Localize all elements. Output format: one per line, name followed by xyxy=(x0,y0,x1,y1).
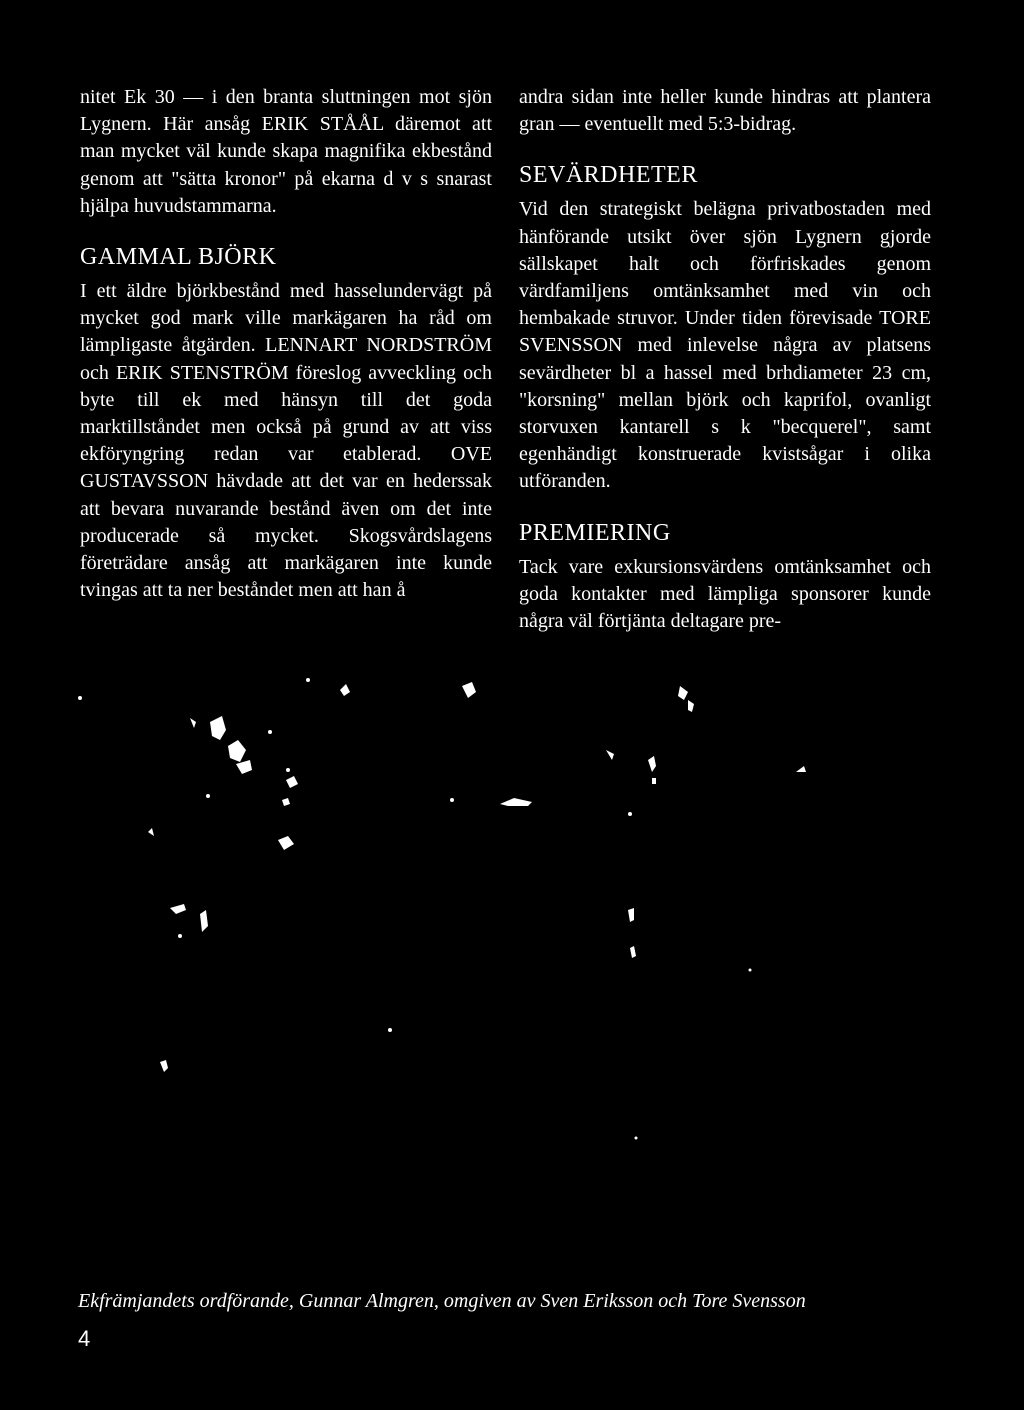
left-paragraph-2: I ett äldre björkbestånd med hasselundervägt på mycket god mark ville markägaren ha råd om lämpligaste åtgärden. LENNART NORDSTRÖM och ERIK STENSTRÖM föreslog avveckling och byte till ek med hänsyn till det goda marktillståndet men också på grund av att viss ekföryngring redan var etablerad. OVE GUSTAVSSON hävdade att det var en hederssak att bevara nuvarande bestånd även om det inte producerade så mycket. Skogsvårdslagens företrädare ansåg att markägaren inte kunde tvingas att ta ner beståndet men att han å xyxy=(80,280,492,602)
right-paragraph-1: andra sidan inte heller kunde hindras att plantera gran — eventuellt med 5:3-bidrag. xyxy=(519,86,931,136)
right-column xyxy=(519,84,931,635)
photo-caption: Ekfrämjandets ordförande, Gunnar Almgren, omgiven av Sven Eriksson och Tore Svensson xyxy=(78,1290,806,1312)
left-column xyxy=(80,84,492,604)
photo-specks xyxy=(60,660,960,1260)
right-paragraph-2: Vid den strategiskt belägna privatbostaden med hänförande utsikt över sjön Lygnern gjorde sällskapet halt och förfriskades genom värdfamiljens omtänksamhet med vin och hembakade struvor. Under tiden förevisade TORE SVENSSON med inlevelse några av platsens sevärdheter bl a hassel med brhdiameter 23 cm, "korsning" mellan björk och kaprifol, ovanligt storvuxen kantarell s k "becquerel", samt egenhändigt konstruerade kvistsågar i olika utföranden. xyxy=(519,198,931,493)
right-paragraph-3: Tack vare exkursionsvärdens omtänksamhet och goda kontakter med lämpliga sponsorer kunde några väl förtjänta deltagare pre- xyxy=(519,555,931,633)
page-number: 4 xyxy=(78,1326,91,1351)
heading-sevardheter: SEVÄRDHETER xyxy=(519,162,698,189)
heading-premiering: PREMIERING xyxy=(519,519,671,546)
heading-gammal-bjork: GAMMAL BJÖRK xyxy=(80,244,277,271)
photo xyxy=(60,660,960,1260)
left-paragraph-1: nitet Ek 30 — i den branta sluttningen mot sjön Lygnern. Här ansåg ERIK STÅÅL däremot att man mycket väl kunde skapa magnifika ekbestånd genom att "sätta kronor" på ekarna d v s snarast hjälpa huvudstammarna. xyxy=(80,86,492,217)
